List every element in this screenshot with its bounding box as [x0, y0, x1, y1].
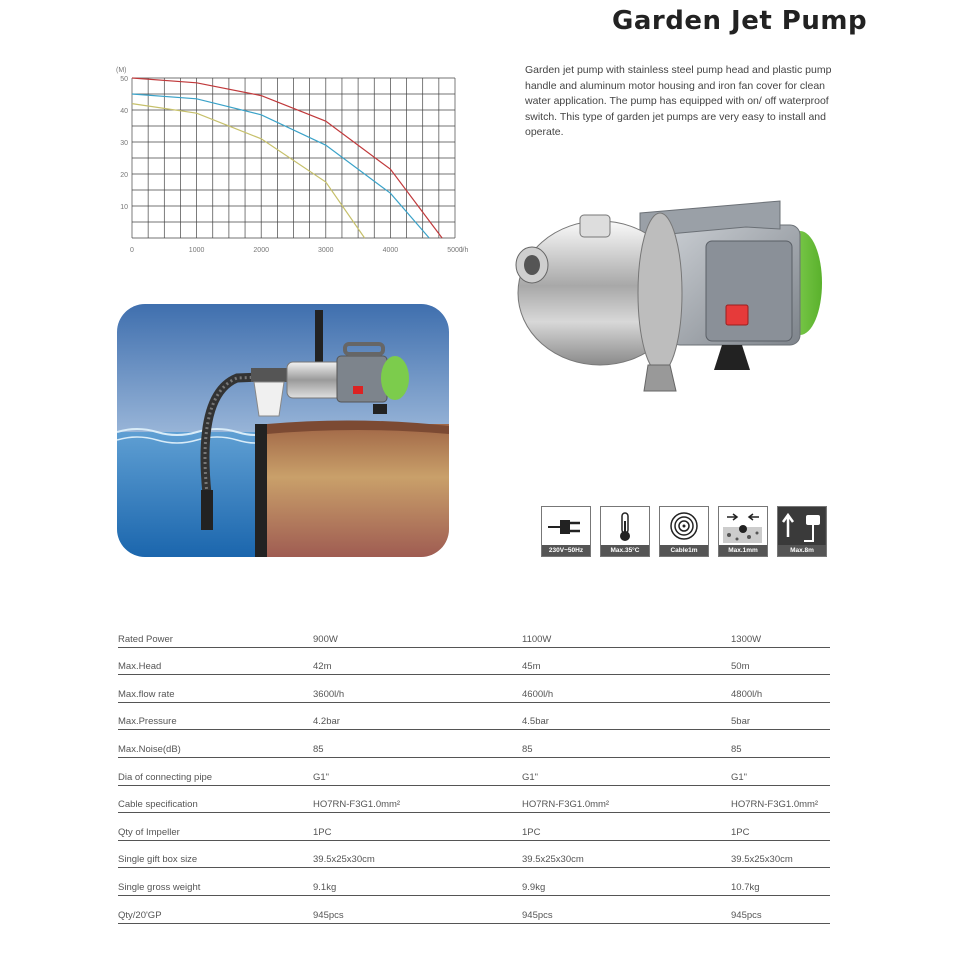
x-axis-label: l/h — [461, 247, 469, 252]
spec-label: Single gross weight — [118, 868, 313, 896]
spec-value: HO7RN-F3G1.0mm² — [522, 785, 731, 813]
spec-label: Single gift box size — [118, 840, 313, 868]
spec-label: Qty/20'GP — [118, 895, 313, 923]
spec-value: G1" — [313, 757, 522, 785]
cable-coil-icon — [660, 507, 707, 546]
spec-value: 945pcs — [522, 895, 731, 923]
spec-value: 4.2bar — [313, 702, 522, 730]
badge-temperature — [600, 506, 650, 557]
table-row — [118, 675, 830, 703]
spec-value: 900W — [313, 620, 522, 647]
spec-value: 9.1kg — [313, 868, 522, 896]
series-line-1100W — [132, 94, 429, 238]
table-row — [118, 785, 830, 813]
spec-value: 4.5bar — [522, 702, 731, 730]
badge-label: 230V~50Hz — [542, 545, 590, 556]
particle-size-icon — [719, 507, 766, 546]
table-row — [118, 840, 830, 868]
specifications-table — [118, 620, 830, 924]
spec-value: HO7RN-F3G1.0mm² — [731, 785, 830, 813]
spec-label: Max.Noise(dB) — [118, 730, 313, 758]
spec-value: 945pcs — [313, 895, 522, 923]
badge-cable — [659, 506, 709, 557]
feature-badges — [541, 506, 827, 557]
table-row — [118, 868, 830, 896]
spec-label: Rated Power — [118, 620, 313, 647]
spec-value: 1PC — [313, 813, 522, 841]
spec-value: 4800l/h — [731, 675, 830, 703]
badge-label: Max.8m — [778, 545, 826, 556]
spec-value: HO7RN-F3G1.0mm² — [313, 785, 522, 813]
spec-value: 1PC — [731, 813, 830, 841]
y-tick-label: 20 — [120, 172, 128, 179]
spec-value: 85 — [522, 730, 731, 758]
y-tick-label: 30 — [120, 140, 128, 147]
installation-illustration — [117, 304, 449, 557]
x-tick-label: 5000 — [447, 247, 463, 252]
table-row — [118, 813, 830, 841]
spec-value: G1" — [731, 757, 830, 785]
suction-depth-icon — [778, 507, 825, 546]
spec-value: 39.5x25x30cm — [313, 840, 522, 868]
y-tick-label: 40 — [120, 108, 128, 115]
x-tick-label: 0 — [130, 247, 134, 252]
x-tick-label: 1000 — [188, 247, 205, 252]
badge-label: Cable1m — [660, 545, 708, 556]
spec-label: Qty of Impeller — [118, 813, 313, 841]
spec-value: 85 — [731, 730, 830, 758]
spec-label: Max.Head — [118, 647, 313, 675]
power-plug-icon — [542, 507, 589, 546]
spec-value: 42m — [313, 647, 522, 675]
performance-curve-chart — [112, 62, 482, 252]
thermometer-icon — [601, 507, 648, 546]
spec-value: 1300W — [731, 620, 830, 647]
spec-label: Max.Pressure — [118, 702, 313, 730]
y-tick-label: 10 — [120, 204, 128, 211]
spec-label: Max.flow rate — [118, 675, 313, 703]
spec-value: 39.5x25x30cm — [731, 840, 830, 868]
table-row — [118, 702, 830, 730]
table-row — [118, 647, 830, 675]
badge-voltage — [541, 506, 591, 557]
spec-value: 3600l/h — [313, 675, 522, 703]
product-image — [510, 195, 830, 405]
spec-label: Dia of connecting pipe — [118, 757, 313, 785]
product-description: Garden jet pump with stainless steel pump head and plastic pump handle and aluminum motor housing and iron fan cover for clean water application. The pump has equipped with on/ off waterproof switch. This type of garden jet pumps are very easy to install and operate. — [525, 64, 832, 139]
spec-value: 45m — [522, 647, 731, 675]
spec-value: 4600l/h — [522, 675, 731, 703]
spec-value: 50m — [731, 647, 830, 675]
badge-suction — [777, 506, 827, 557]
spec-value: G1" — [522, 757, 731, 785]
badge-label: Max.1mm — [719, 545, 767, 556]
spec-value: 85 — [313, 730, 522, 758]
table-row — [118, 620, 830, 647]
spec-value: 10.7kg — [731, 868, 830, 896]
spec-label: Cable specification — [118, 785, 313, 813]
y-axis-label: (M) — [116, 67, 127, 74]
spec-value: 39.5x25x30cm — [522, 840, 731, 868]
y-tick-label: 50 — [120, 76, 128, 83]
badge-label: Max.35°C — [601, 545, 649, 556]
table-row — [118, 757, 830, 785]
spec-value: 1PC — [522, 813, 731, 841]
x-tick-label: 2000 — [253, 247, 269, 252]
page-title: Garden Jet Pump — [612, 6, 868, 36]
table-row — [118, 730, 830, 758]
spec-value: 945pcs — [731, 895, 830, 923]
spec-value: 5bar — [731, 702, 830, 730]
x-tick-label: 4000 — [382, 247, 399, 252]
x-tick-label: 3000 — [318, 247, 334, 252]
badge-particle — [718, 506, 768, 557]
spec-value: 1100W — [522, 620, 731, 647]
spec-value: 9.9kg — [522, 868, 731, 896]
table-row — [118, 895, 830, 923]
